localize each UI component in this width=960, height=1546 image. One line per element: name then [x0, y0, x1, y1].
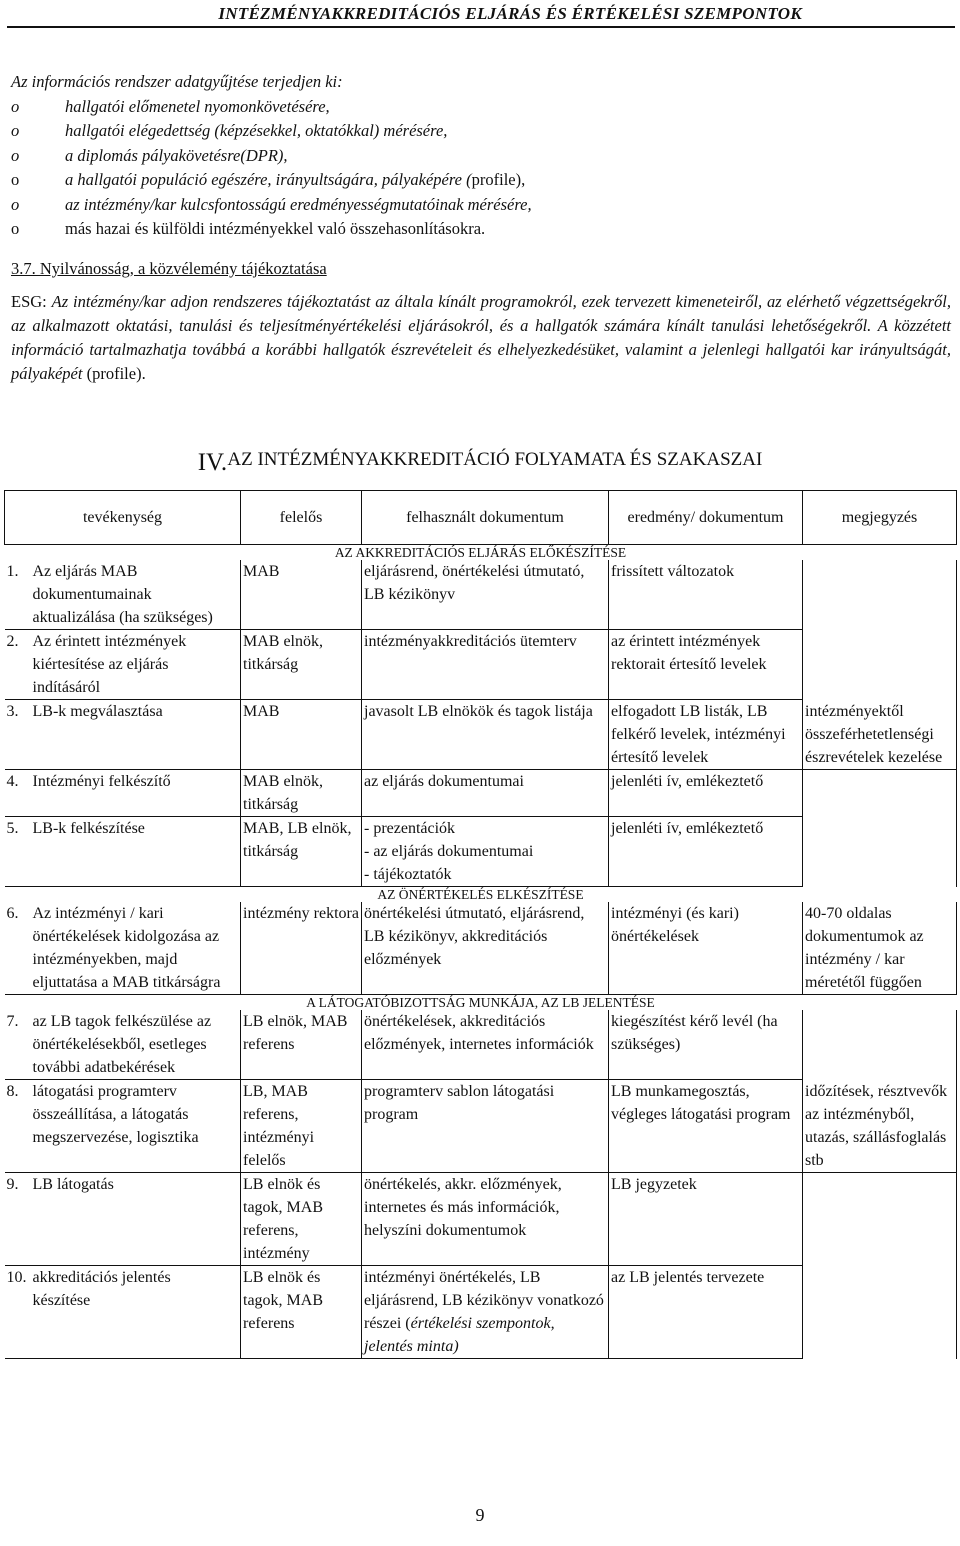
cell-result: az LB jelentés tervezete	[609, 1266, 803, 1359]
cell-note: időzítések, résztvevők az intézményből, utazás, szállásfoglalás stb	[803, 1080, 957, 1173]
cell-result: jelenléti ív, emlékeztető	[609, 817, 803, 887]
cell-note	[803, 1173, 957, 1266]
cell-note	[803, 1266, 957, 1359]
table-row	[5, 630, 957, 700]
header-rule	[7, 26, 955, 28]
cell-document	[362, 560, 609, 630]
cell-result: kiegészítést kérő levél (ha szükséges)	[609, 1010, 803, 1080]
chapter-heading: AZ INTÉZMÉNYAKKREDITÁCIÓ FOLYAMATA ÉS SZAKASZAI	[227, 449, 763, 470]
activity-text: akkreditációs jelentés készítése	[32, 1269, 171, 1309]
cell-note	[803, 1010, 957, 1080]
col-header-result: eredmény/ dokumentum	[609, 491, 803, 545]
table-row	[5, 560, 957, 630]
cell-note	[803, 560, 957, 630]
process-table	[4, 490, 957, 1359]
cell-result: intézményi (és kari) önértékelések	[609, 902, 803, 995]
document-text: intézményi önértékelés, LB eljárásrend, LB kézikönyv vonatkozó részei (	[364, 1269, 604, 1332]
phase-title: AZ ÖNÉRTÉKELÉS ELKÉSZÍTÉSE	[377, 887, 584, 902]
col-header-responsible: felelős	[241, 491, 362, 545]
phase-title: AZ AKKREDITÁCIÓS ELJÁRÁS ELŐKÉSZÍTÉSE	[334, 545, 627, 560]
cell-responsible: LB elnök és tagok, MAB referens	[241, 1266, 362, 1359]
list-item: o más hazai és külföldi intézményekkel való összehasonlításokra.	[11, 217, 951, 242]
row-number: 8.	[6, 1083, 19, 1100]
col-header-document: felhasznált dokumentum	[362, 491, 609, 545]
cell-activity	[5, 1266, 241, 1359]
row-number: 5.	[6, 820, 19, 837]
phase-row	[5, 545, 957, 561]
document-text: önértékelések, akkreditációs előzmények, internetes információk	[364, 1013, 594, 1053]
page-number: 9	[475, 1505, 485, 1525]
cell-document	[362, 817, 609, 887]
row-number: 9.	[6, 1176, 19, 1193]
activity-text: Az eljárás MAB dokumentumainak aktualizálása (ha szükséges)	[32, 563, 213, 626]
row-number: 1.	[6, 563, 19, 580]
row-number: 6.	[6, 905, 19, 922]
esg-text: Az intézmény/kar adjon rendszeres tájékoztatást az általa kínált programokról, ezek tervezett kimeneteiről, az elérhető végzettségekről, az alkalmazott oktatási, tanulási és teljesítményértékelési eljárásokról, és a hallgatók számára kínált tanulási lehetőségekről. A közzétett információ tartalmazhatja továbbá a korábbi hallgatók észrevételeit és elhelyezkedésüket, valamint a jelenlegi hallgatói kar irányultságát, pályaképét	[11, 292, 952, 383]
bullet-marker: o	[11, 219, 20, 238]
cell-result: LB jegyzetek	[609, 1173, 803, 1266]
bullet-marker: o	[11, 170, 20, 189]
cell-document	[362, 1080, 609, 1173]
document-text: önértékelési útmutató, eljárásrend, LB kézikönyv, akkreditációs előzmények	[364, 905, 585, 968]
row-number: 7.	[6, 1013, 19, 1030]
activity-text: LB-k felkészítése	[32, 820, 145, 837]
activity-text: Az érintett intézmények kiértesítése az eljárás indításáról	[32, 633, 187, 696]
row-number: 2.	[6, 633, 19, 650]
cell-document	[362, 902, 609, 995]
cell-document	[362, 1173, 609, 1266]
cell-responsible: intézmény rektora	[241, 902, 362, 995]
esg-label: ESG:	[11, 292, 47, 311]
chapter-title	[0, 449, 960, 477]
document-text: programterv sablon látogatási program	[364, 1083, 555, 1123]
row-number: 3.	[6, 703, 19, 720]
phase-row	[5, 995, 957, 1011]
cell-result: az érintett intézmények rektorait értesítő levelek	[609, 630, 803, 700]
page-header	[0, 4, 960, 24]
table-row	[5, 1266, 957, 1359]
bullet-marker: o	[11, 96, 20, 116]
cell-result: elfogadott LB listák, LB felkérő levelek, intézményi értesítő levelek	[609, 700, 803, 770]
cell-activity	[5, 630, 241, 700]
cell-responsible: LB elnök, MAB referens	[241, 1010, 362, 1080]
cell-note: intézményektől összeférhetetlenségi észrevételek kezelése	[803, 700, 957, 770]
cell-note	[803, 770, 957, 817]
bullet-marker: o	[11, 121, 20, 140]
phase-row	[5, 887, 957, 903]
cell-activity	[5, 817, 241, 887]
cell-responsible: MAB elnök, titkárság	[241, 630, 362, 700]
cell-result: LB munkamegosztás, végleges látogatási program	[609, 1080, 803, 1173]
cell-note: 40-70 oldalas dokumentumok az intézmény / kar méretétől függően	[803, 902, 957, 995]
cell-document	[362, 700, 609, 770]
cell-responsible: MAB elnök, titkárság	[241, 770, 362, 817]
activity-text: Az intézményi / kari önértékelések kidolgozása az intézményekben, majd eljuttatása a MAB titkárságra	[32, 905, 221, 991]
activity-text: LB látogatás	[32, 1176, 114, 1193]
esg-paragraph	[11, 290, 951, 386]
cell-note	[803, 817, 957, 887]
table-row	[5, 700, 957, 770]
document-italic-text: értékelési szempontok, jelentés minta)	[364, 1315, 555, 1355]
row-number: 10.	[6, 1269, 27, 1286]
table-row	[5, 770, 957, 817]
cell-result: frissített változatok	[609, 560, 803, 630]
table-row	[5, 817, 957, 887]
section-heading: 3.7. Nyilvánosság, a közvélemény tájékoztatása	[11, 259, 327, 278]
document-text: eljárásrend, önértékelési útmutató, LB kézikönyv	[364, 563, 585, 603]
cell-responsible: LB elnök és tagok, MAB referens, intézmény	[241, 1173, 362, 1266]
chapter-number: IV.	[197, 449, 228, 476]
list-item: o a diplomás pályakövetésre(DPR),	[11, 144, 951, 169]
activity-text: LB-k megválasztása	[32, 703, 163, 720]
document-text: intézményakkreditációs ütemterv	[364, 633, 577, 650]
col-header-activity: tevékenység	[5, 491, 241, 545]
document-text: javasolt LB elnökök és tagok listája	[364, 703, 593, 720]
table-row	[5, 902, 957, 995]
cell-activity	[5, 700, 241, 770]
cell-responsible: MAB	[241, 560, 362, 630]
table-body	[5, 545, 957, 1359]
table-header	[5, 491, 957, 545]
esg-tail: (profile).	[86, 364, 146, 383]
activity-text: látogatási programterv összeállítása, a látogatás megszervezése, logisztika	[32, 1083, 199, 1146]
intro-lead: Az információs rendszer adatgyűjtése terjedjen ki:	[11, 72, 343, 91]
list-item: o hallgatói előmenetel nyomonkövetésére,	[11, 95, 951, 120]
table-row	[5, 1173, 957, 1266]
list-item: o a hallgatói populáció egészére, irányultságára, pályaképére (profile),	[11, 168, 951, 193]
cell-result: jelenléti ív, emlékeztető	[609, 770, 803, 817]
document-text: - prezentációk - az eljárás dokumentumai - tájékoztatók	[364, 820, 534, 883]
activity-text: az LB tagok felkészülése az önértékelésekből, esetleges további adatbekérések	[32, 1013, 212, 1076]
cell-activity	[5, 1010, 241, 1080]
cell-document	[362, 630, 609, 700]
cell-responsible: LB, MAB referens, intézményi felelős	[241, 1080, 362, 1173]
cell-note	[803, 630, 957, 700]
cell-activity	[5, 902, 241, 995]
table-row	[5, 1080, 957, 1173]
row-number: 4.	[6, 773, 19, 790]
header-title: INTÉZMÉNYAKKREDITÁCIÓS ELJÁRÁS ÉS ÉRTÉKELÉSI SZEMPONTOK	[218, 4, 802, 23]
document-text: az eljárás dokumentumai	[364, 773, 524, 790]
cell-document	[362, 1266, 609, 1359]
cell-document	[362, 770, 609, 817]
cell-activity	[5, 770, 241, 817]
intro-block	[11, 70, 951, 242]
profile-text: profile),	[471, 170, 526, 189]
cell-activity	[5, 560, 241, 630]
document-text: önértékelés, akkr. előzmények, internetes és más információk, helyszíni dokumentumok	[364, 1176, 562, 1239]
cell-responsible: MAB, LB elnök, titkárság	[241, 817, 362, 887]
activity-text: Intézményi felkészítő	[32, 773, 171, 790]
bullet-marker: o	[11, 194, 20, 214]
cell-activity	[5, 1080, 241, 1173]
cell-activity	[5, 1173, 241, 1266]
cell-document	[362, 1010, 609, 1080]
cell-responsible: MAB	[241, 700, 362, 770]
list-item: o az intézmény/kar kulcsfontosságú eredményességmutatóinak mérésére,	[11, 193, 951, 218]
bullet-marker: o	[11, 145, 20, 165]
col-header-note: megjegyzés	[803, 491, 957, 545]
phase-title: A LÁTOGATÓBIZOTTSÁG MUNKÁJA, AZ LB JELENTÉSE	[306, 995, 655, 1010]
table-row	[5, 1010, 957, 1080]
list-item: o hallgatói elégedettség (képzésekkel, oktatókkal) mérésére,	[11, 119, 951, 144]
